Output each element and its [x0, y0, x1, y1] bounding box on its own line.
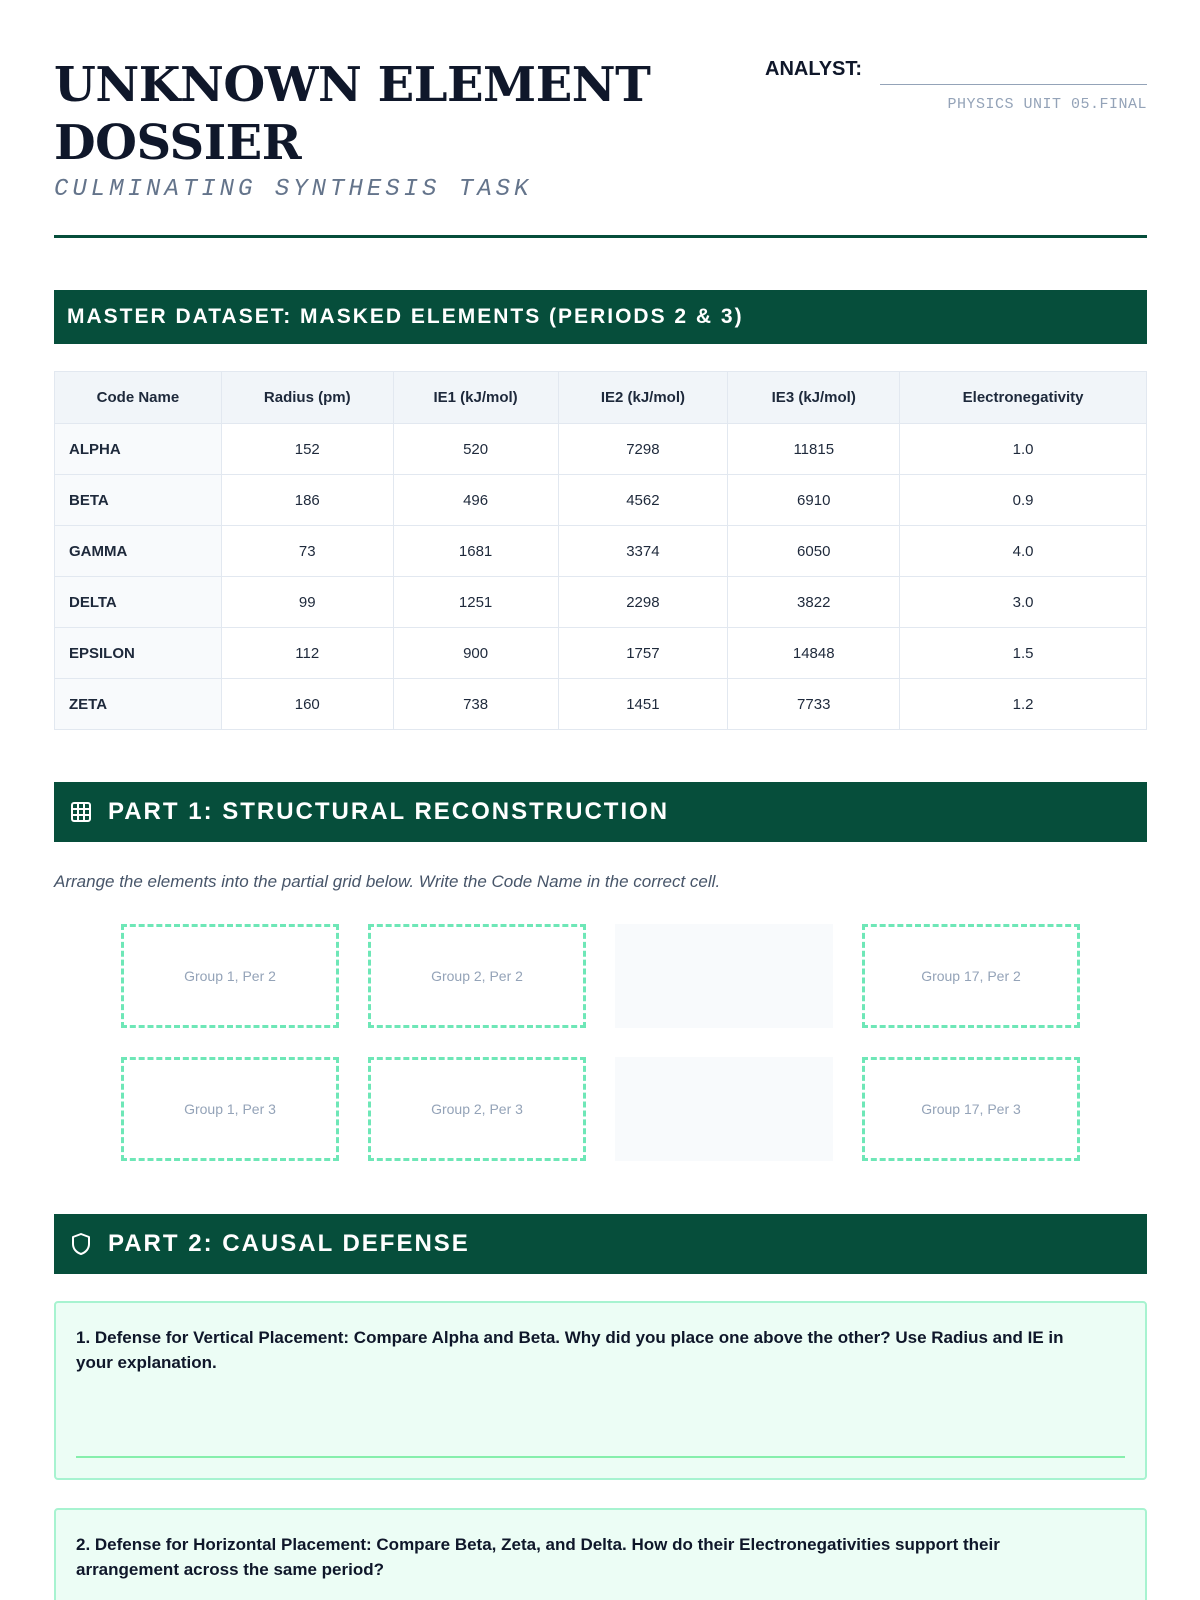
question-2-text: 2. Defense for Horizontal Placement: Compare Beta, Zeta, and Delta. How do their Electronegativities support their arrangement across the same period? — [76, 1535, 1000, 1579]
grid-cell-group2-period2[interactable]: Group 2, Per 2 — [368, 924, 586, 1028]
table-cell: 1757 — [558, 628, 728, 679]
question-1-text: 1. Defense for Vertical Placement: Compare Alpha and Beta. Why did you place one above the other? Use Radius and IE in your explanation. — [76, 1328, 1064, 1372]
title-line-2: DOSSIER — [54, 115, 302, 171]
column-header: Radius (pm) — [221, 372, 393, 424]
table-cell: 14848 — [728, 628, 900, 679]
dataset-heading: MASTER DATASET: MASKED ELEMENTS (PERIODS 2 & 3) — [67, 305, 744, 328]
code-name-cell: GAMMA — [55, 526, 222, 577]
table-cell: 152 — [221, 424, 393, 475]
table-cell: 7733 — [728, 679, 900, 730]
table-row — [55, 526, 1147, 577]
grid-cell-group1-period3[interactable]: Group 1, Per 3 — [121, 1057, 339, 1161]
table-cell: 1451 — [558, 679, 728, 730]
code-name-cell: ALPHA — [55, 424, 222, 475]
part2-section-header — [54, 1214, 1147, 1274]
table-row — [55, 679, 1147, 730]
dataset-section-header — [54, 290, 1147, 344]
table-row — [55, 577, 1147, 628]
grid-icon — [68, 799, 94, 825]
table-cell: 4562 — [558, 475, 728, 526]
part2-heading: PART 2: CAUSAL DEFENSE — [108, 1230, 470, 1257]
grid-gap-cell — [615, 1057, 833, 1161]
table-cell: 3374 — [558, 526, 728, 577]
column-header: IE2 (kJ/mol) — [558, 372, 728, 424]
answer-line-1[interactable] — [76, 1456, 1125, 1458]
table-cell: 160 — [221, 679, 393, 730]
table-cell: 4.0 — [900, 526, 1147, 577]
code-name-cell: BETA — [55, 475, 222, 526]
table-cell: 1681 — [393, 526, 558, 577]
header — [54, 0, 1147, 238]
table-cell: 2298 — [558, 577, 728, 628]
column-header: IE3 (kJ/mol) — [728, 372, 900, 424]
table-header-row — [55, 372, 1147, 424]
table-row — [55, 424, 1147, 475]
page-title — [54, 56, 674, 172]
grid-cell-group1-period2[interactable]: Group 1, Per 2 — [121, 924, 339, 1028]
code-name-cell: EPSILON — [55, 628, 222, 679]
table-cell: 73 — [221, 526, 393, 577]
table-cell: 3.0 — [900, 577, 1147, 628]
analyst-label: ANALYST: — [765, 58, 863, 80]
defense-question-1 — [54, 1301, 1147, 1480]
table-cell: 6050 — [728, 526, 900, 577]
analyst-name-line[interactable] — [880, 84, 1147, 85]
table-cell: 112 — [221, 628, 393, 679]
grid-cell-group2-period3[interactable]: Group 2, Per 3 — [368, 1057, 586, 1161]
analyst-field[interactable] — [765, 56, 1147, 88]
part1-section-header — [54, 782, 1147, 842]
table-row — [55, 628, 1147, 679]
table-cell: 0.9 — [900, 475, 1147, 526]
table-cell: 1251 — [393, 577, 558, 628]
title-line-1: UNKNOWN ELEMENT — [54, 57, 651, 113]
table-cell: 7298 — [558, 424, 728, 475]
part1-instructions: Arrange the elements into the partial grid below. Write the Code Name in the correct cell. — [54, 872, 721, 891]
worksheet-page — [54, 0, 1147, 1579]
grid-gap-cell — [615, 924, 833, 1028]
table-cell: 738 — [393, 679, 558, 730]
shield-icon — [68, 1231, 94, 1257]
table-cell: 1.5 — [900, 628, 1147, 679]
column-header: Electronegativity — [900, 372, 1147, 424]
code-name-cell: DELTA — [55, 577, 222, 628]
table-cell: 3822 — [728, 577, 900, 628]
table-cell: 900 — [393, 628, 558, 679]
table-cell: 496 — [393, 475, 558, 526]
unit-code: PHYSICS UNIT 05.FINAL — [947, 96, 1147, 113]
page-subtitle: CULMINATING SYNTHESIS TASK — [54, 176, 533, 203]
table-cell: 1.0 — [900, 424, 1147, 475]
grid-cell-group17-period3[interactable]: Group 17, Per 3 — [862, 1057, 1080, 1161]
column-header: Code Name — [55, 372, 222, 424]
table-cell: 520 — [393, 424, 558, 475]
column-header: IE1 (kJ/mol) — [393, 372, 558, 424]
code-name-cell: ZETA — [55, 679, 222, 730]
table-cell: 1.2 — [900, 679, 1147, 730]
defense-question-2 — [54, 1508, 1147, 1600]
table-row — [55, 475, 1147, 526]
master-dataset-table — [54, 371, 1147, 730]
table-cell: 99 — [221, 577, 393, 628]
part1-heading: PART 1: STRUCTURAL RECONSTRUCTION — [108, 798, 670, 825]
grid-cell-group17-period2[interactable]: Group 17, Per 2 — [862, 924, 1080, 1028]
table-cell: 6910 — [728, 475, 900, 526]
table-cell: 11815 — [728, 424, 900, 475]
table-cell: 186 — [221, 475, 393, 526]
